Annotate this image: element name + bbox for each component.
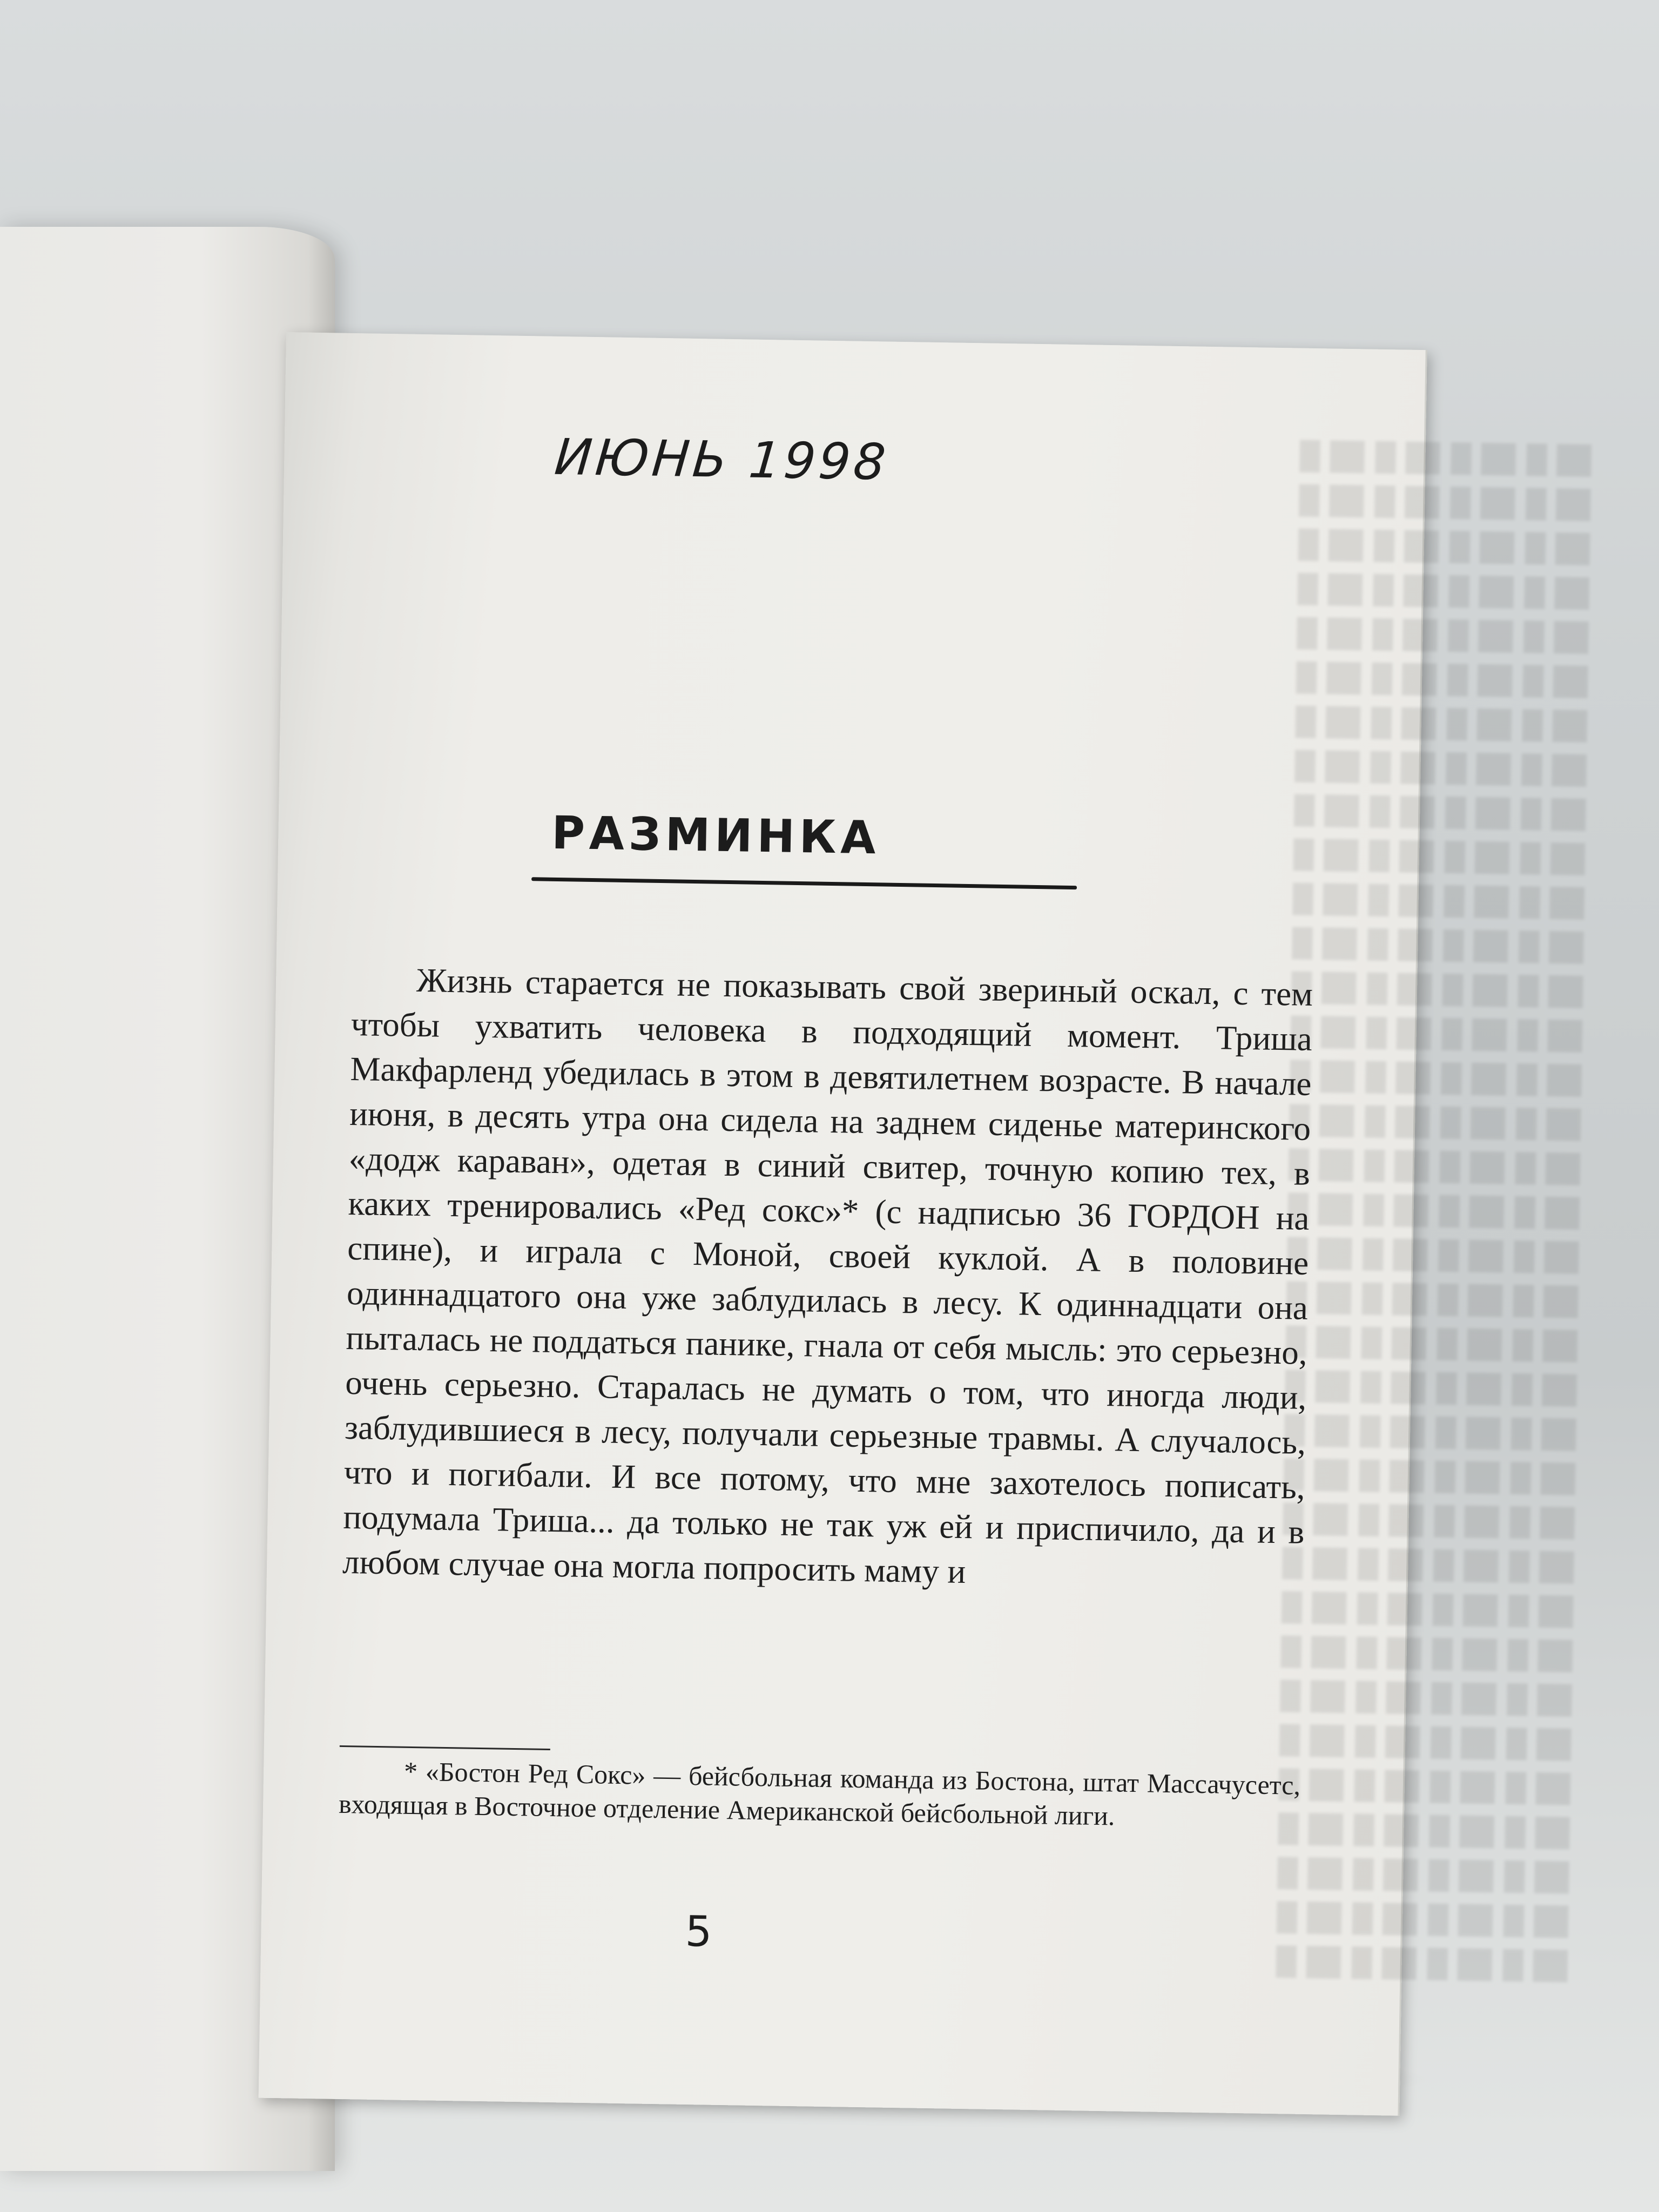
chapter-title: РАЗМИНКА [551,806,881,865]
chapter-date: ИЮНЬ 1998 [552,428,891,491]
title-underline [531,877,1077,889]
show-through-text [1276,440,1602,2011]
book-page [259,332,1427,2116]
footnote-divider [340,1745,550,1750]
footnote: * «Бостон Ред Сокс» — бейсбольная команда из Бостона, штат Массачусетс, входящая в Восточное отделение Американской бейсбольной лиги. [338,1756,1301,1831]
body-paragraph: Жизнь старается не показывать свой звериный оскал, с тем чтобы ухватить человека в подходящий момент. Триша Макфарленд убедилась в этом в девятилетнем возрасте. В начале июня, в десять утра она сидела на заднем сиденье материнского «додж караван», одетая в синий свитер, точную копию тех, в каких тренировались «Ред сокс»* (с надписью 36 ГОРДОН на спине), и играла с Моной, своей куклой. А в половине одиннадцатого она уже заблудилась в лесу. К одиннадцати она пыталась не поддаться панике, гнала от себя мысль: это серьезно, очень серьезно. Старалась не думать о том, что иногда люди, заблудившиеся в лесу, получали серьезные травмы. А случалось, что и погибали. И все потому, что мне захотелось пописать, подумала Триша... да только не так уж ей и приспичило, да и в любом случае она могла попросить маму и [342,961,1313,1591]
page-number: 5 [685,1907,713,1957]
